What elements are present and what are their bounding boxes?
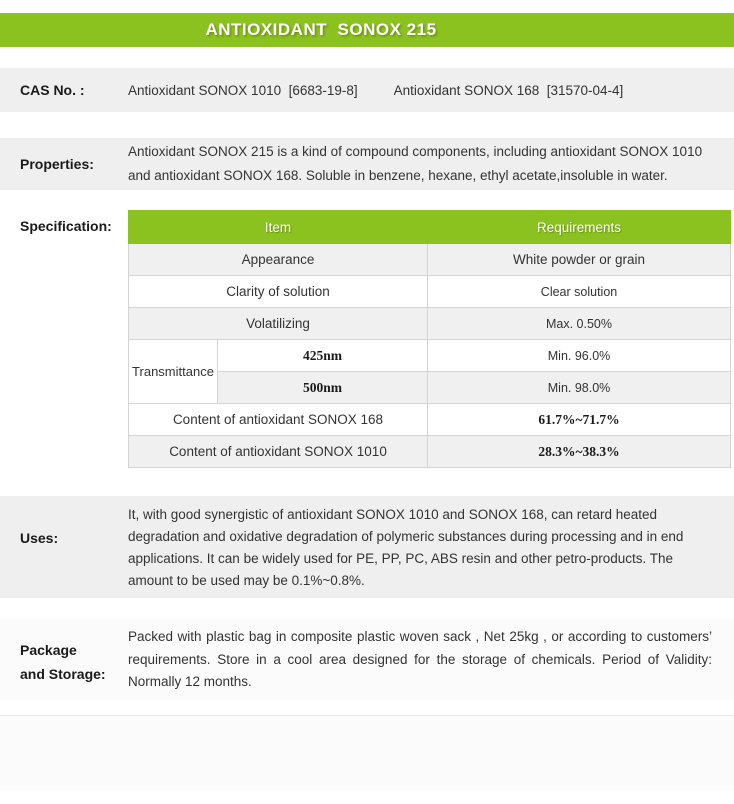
- properties-text: Antioxidant SONOX 215 is a kind of compound components, including antioxidant SONOX 1010 and antioxidant SONOX 168. Soluble in benzene, hexane, ethyl acetate,insoluble in water.: [128, 144, 703, 183]
- table-row: [129, 372, 731, 404]
- footer-band: [0, 715, 734, 791]
- uses-label: Uses:: [20, 530, 59, 546]
- properties-section: [0, 138, 734, 190]
- cas-label: CAS No. :: [20, 82, 85, 98]
- spec-cell-425nm-item: 425nm: [218, 340, 428, 372]
- product-title: ANTIOXIDANT SONOX 215: [205, 20, 437, 39]
- spec-cell-volatilizing-item: Volatilizing: [129, 308, 428, 340]
- table-row: [129, 436, 731, 468]
- spec-cell-content168-req: 61.7%~71.7%: [428, 404, 731, 436]
- spec-cell-425nm-req: Min. 96.0%: [428, 340, 731, 372]
- spec-cell-clarity-item: Clarity of solution: [129, 276, 428, 308]
- spec-header-row: [129, 211, 731, 244]
- spec-cell-appearance-item: Appearance: [129, 244, 428, 276]
- properties-label: Properties:: [20, 156, 94, 172]
- uses-section: [0, 496, 734, 598]
- uses-text: It, with good synergistic of antioxidant SONOX 1010 and SONOX 168, can retard heated degradation and oxidative degradation of polymeric substances during processing and in end applications. It can be widely used for PE, PP, PC, ABS resin and other petro-products. The amount to be used may be 0.1%~0.8%.: [128, 507, 684, 588]
- table-row: [129, 244, 731, 276]
- package-label-line1: Package: [20, 642, 77, 658]
- spec-cell-content1010-req: 28.3%~38.3%: [428, 436, 731, 468]
- table-row: [129, 308, 731, 340]
- spec-cell-transmittance-group: Transmittance: [129, 340, 218, 404]
- package-text: Packed with plastic bag in composite plastic woven sack , Net 25kg , or according to customers’ requirements. Store in a cool area designed for the storage of chemicals. Period of Validity: Normally 12 months.: [128, 629, 712, 689]
- specification-section: [0, 210, 734, 468]
- spec-header-requirements: Requirements: [428, 211, 731, 244]
- spec-cell-volatilizing-req: Max. 0.50%: [428, 308, 731, 340]
- table-row: [129, 276, 731, 308]
- spec-header-item: Item: [129, 211, 428, 244]
- spec-cell-500nm-item: 500nm: [218, 372, 428, 404]
- spec-cell-500nm-req: Min. 98.0%: [428, 372, 731, 404]
- spec-cell-clarity-req: Clear solution: [428, 276, 731, 308]
- cas-section: [0, 68, 734, 112]
- spec-cell-content1010-item: Content of antioxidant SONOX 1010: [129, 436, 428, 468]
- table-row: [129, 340, 731, 372]
- package-label-line2: and Storage:: [20, 666, 106, 682]
- spec-cell-content168-item: Content of antioxidant SONOX 168: [129, 404, 428, 436]
- package-label: [0, 626, 128, 694]
- cas-items: [128, 83, 734, 98]
- banner: [0, 13, 734, 47]
- spec-cell-appearance-req: White powder or grain: [428, 244, 731, 276]
- cas-item-sonox-1010: Antioxidant SONOX 1010 [6683-19-8]: [128, 82, 358, 98]
- spec-table: [128, 210, 731, 468]
- cas-item-sonox-168: Antioxidant SONOX 168 [31570-04-4]: [393, 82, 624, 98]
- specification-label: Specification:: [20, 218, 112, 234]
- package-section: [0, 618, 734, 700]
- table-row: [129, 404, 731, 436]
